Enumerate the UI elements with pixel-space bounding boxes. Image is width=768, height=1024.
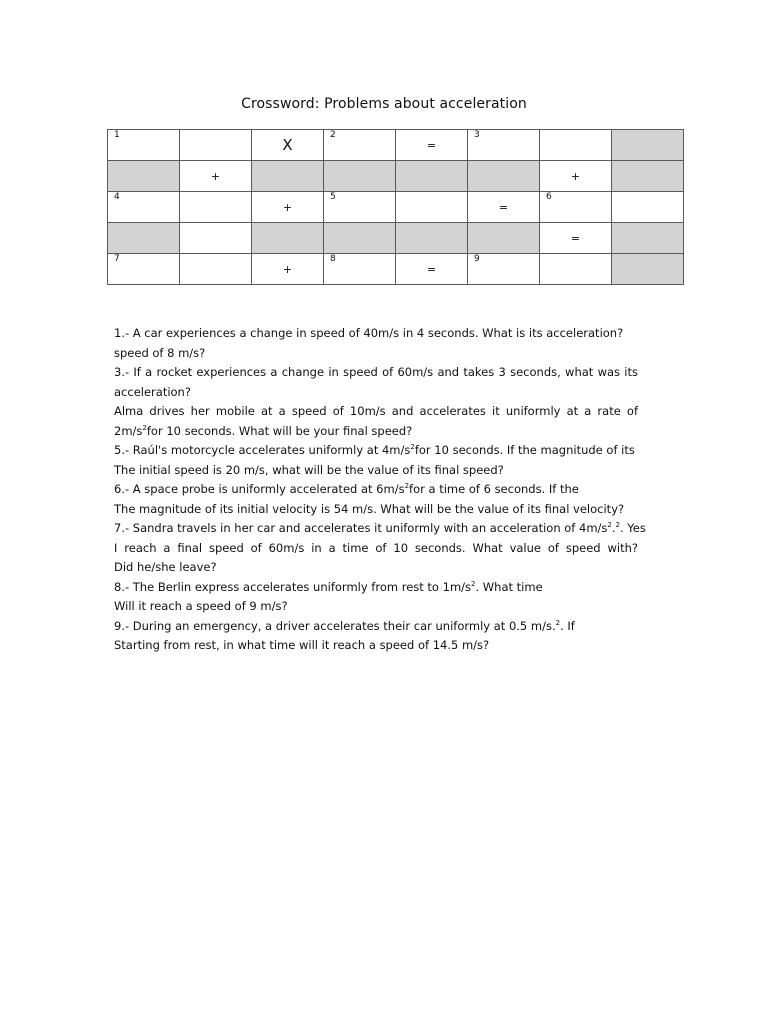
- crossword-cell: [252, 130, 324, 161]
- operator-symbol: =: [426, 262, 437, 276]
- problem-line: [114, 578, 638, 598]
- crossword-cell: [540, 254, 612, 285]
- crossword-cell: [396, 192, 468, 223]
- superscript: 2: [471, 579, 476, 588]
- problem-line: Starting from rest, in what time will it reach a speed of 14.5 m/s?: [114, 638, 490, 652]
- text-segment: for a time of 6 seconds. If the: [409, 482, 579, 496]
- problem-line: The initial speed is 20 m/s, what will be the value of its final speed?: [114, 462, 504, 477]
- problem-line: [114, 519, 646, 539]
- clue-number: 9: [474, 254, 480, 264]
- text-segment: .: [611, 521, 616, 535]
- problem-line: I reach a final speed of 60m/s in a time of 10 seconds. What value of speed with?: [114, 540, 638, 555]
- operator-symbol: =: [498, 200, 509, 214]
- crossword-cell: [180, 161, 252, 192]
- crossword-row: [108, 254, 684, 285]
- operator-symbol: X: [282, 135, 293, 154]
- crossword-cell-blocked: [612, 130, 684, 161]
- problem-line: Will it reach a speed of 9 m/s?: [114, 599, 288, 613]
- crossword-cell: [540, 192, 612, 223]
- crossword-cell-blocked: [612, 161, 684, 192]
- problem-line: Alma drives her mobile at a speed of 10m/s and accelerates it uniformly at a rate of: [114, 404, 638, 418]
- superscript: 2: [410, 443, 415, 451]
- text-segment: 5.- Raúl's motorcycle accelerates uniformly at 4m/s: [114, 443, 411, 457]
- crossword-cell: [324, 130, 396, 161]
- problem-7: [114, 519, 646, 578]
- problem-8: [114, 578, 638, 617]
- crossword-cell-blocked: [252, 223, 324, 254]
- text-segment: 7.- Sandra travels in her car and accelerates it uniformly with an acceleration of 4m/s: [114, 521, 608, 535]
- text-segment: 8.- The Berlin express accelerates uniformly from rest to 1m/s: [114, 579, 472, 594]
- operator-symbol: +: [282, 262, 293, 276]
- problem-line: 1.- A car experiences a change in speed of 40m/s in 4 seconds. What is its acceleration?: [114, 326, 624, 340]
- problem-line: Did he/she leave?: [114, 560, 217, 574]
- clue-number: 4: [114, 192, 120, 202]
- crossword-cell-blocked: [108, 161, 180, 192]
- text-segment: 2m/s: [114, 423, 143, 438]
- crossword-cell-blocked: [252, 161, 324, 192]
- crossword-grid: [107, 129, 684, 285]
- crossword-cell: [396, 130, 468, 161]
- operator-symbol: +: [570, 169, 581, 183]
- clue-number: 8: [330, 254, 336, 264]
- superscript: 2: [142, 423, 147, 432]
- problem-line: The magnitude of its initial velocity is 54 m/s. What will be the value of its final velocity?: [114, 501, 625, 516]
- crossword-cell-blocked: [324, 223, 396, 254]
- operator-symbol: =: [426, 138, 437, 152]
- superscript: 2: [404, 482, 410, 490]
- crossword-row: [108, 192, 684, 223]
- crossword-cell: [180, 192, 252, 223]
- superscript: 2: [607, 521, 612, 529]
- problem-line: speed of 8 m/s?: [114, 345, 206, 360]
- crossword-cell: [324, 254, 396, 285]
- text-segment: for 10 seconds. What will be your final speed?: [146, 423, 413, 438]
- crossword-cell-blocked: [396, 223, 468, 254]
- operator-symbol: +: [210, 169, 221, 183]
- clue-number: 1: [114, 130, 120, 140]
- crossword-cell: [180, 223, 252, 254]
- crossword-cell-blocked: [396, 161, 468, 192]
- crossword-cell: [252, 192, 324, 223]
- superscript: 2: [615, 521, 620, 529]
- crossword-cell: [108, 254, 180, 285]
- crossword-cell: [108, 130, 180, 161]
- problem-line: acceleration?: [114, 384, 191, 399]
- crossword-cell: [540, 130, 612, 161]
- crossword-row: [108, 130, 684, 161]
- crossword-cell-blocked: [612, 254, 684, 285]
- clue-number: 6: [546, 192, 552, 202]
- text-segment: for 10 seconds. If the magnitude of its: [414, 443, 635, 457]
- crossword-cell-blocked: [108, 223, 180, 254]
- problem-3: [114, 363, 638, 402]
- problem-6: [114, 480, 638, 519]
- page-title: Crossword: Problems about acceleration: [241, 96, 527, 112]
- crossword-cell: [540, 223, 612, 254]
- operator-symbol: =: [570, 231, 581, 245]
- crossword-cell: [180, 254, 252, 285]
- problem-line: 3.- If a rocket experiences a change in speed of 60m/s and takes 3 seconds, what was its: [114, 365, 638, 379]
- problem-line: [114, 617, 638, 637]
- clue-number: 2: [330, 130, 336, 140]
- clue-number: 5: [330, 192, 336, 202]
- problem-list: [114, 324, 646, 656]
- problem-line: [114, 480, 638, 500]
- crossword-cell: [468, 130, 540, 161]
- problem-line: [114, 422, 638, 442]
- text-segment: 6.- A space probe is uniformly accelerated at 6m/s: [114, 482, 405, 496]
- crossword-cell-blocked: [468, 161, 540, 192]
- text-segment: . Yes: [620, 521, 646, 535]
- crossword-cell: [468, 192, 540, 223]
- clue-number: 7: [114, 254, 120, 264]
- crossword-row: [108, 161, 684, 192]
- problem-4: [114, 402, 638, 441]
- crossword-cell: [180, 130, 252, 161]
- problem-1: [114, 324, 638, 363]
- crossword-cell: [252, 254, 324, 285]
- superscript: 2: [555, 618, 561, 627]
- crossword-cell-blocked: [612, 223, 684, 254]
- crossword-cell: [396, 254, 468, 285]
- crossword-row: [108, 223, 684, 254]
- problem-5: [114, 441, 638, 480]
- crossword-cell: [324, 192, 396, 223]
- text-segment: 9.- During an emergency, a driver accelerates their car uniformly at 0.5 m/s.: [114, 618, 556, 633]
- crossword-cell: [612, 192, 684, 223]
- text-segment: . If: [560, 618, 575, 633]
- problem-line: [114, 441, 638, 461]
- crossword-cell-blocked: [324, 161, 396, 192]
- text-segment: . What time: [475, 579, 543, 594]
- crossword-cell: [108, 192, 180, 223]
- crossword-cell: [468, 254, 540, 285]
- crossword-cell-blocked: [468, 223, 540, 254]
- operator-symbol: +: [282, 200, 293, 214]
- problem-9: [114, 617, 638, 656]
- crossword-cell: [540, 161, 612, 192]
- clue-number: 3: [474, 130, 480, 140]
